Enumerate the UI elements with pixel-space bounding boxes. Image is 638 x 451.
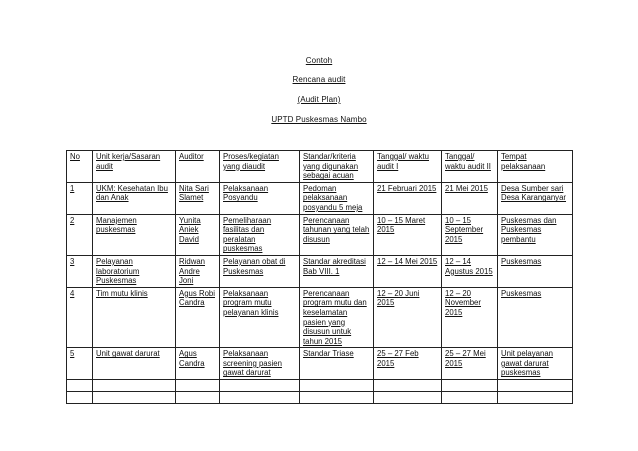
- table-row: [67, 287, 573, 348]
- cell-unit: Manajemen puskesmas: [93, 214, 176, 255]
- cell-tempat: Puskesmas: [498, 287, 573, 348]
- cell-tanggal-2: 10 – 15 September 2015: [442, 214, 498, 255]
- cell-no: 1: [67, 182, 93, 214]
- cell-standar: Perencanaan program mutu dan keselamatan pasien yang disusun untuk tahun 2015: [300, 287, 374, 348]
- header-tempat: Tempat pelaksanaan: [498, 151, 573, 183]
- empty-cell: [374, 392, 442, 404]
- cell-proses: Pemeliharaan fasilitas dan peralatan puskesmas: [220, 214, 300, 255]
- doc-label-contoh: Contoh: [305, 56, 333, 65]
- cell-tanggal-1: 12 – 20 Juni 2015: [374, 287, 442, 348]
- cell-unit: Tim mutu klinis: [93, 287, 176, 348]
- header-tanggal-1: Tanggal/ waktu audit I: [374, 151, 442, 183]
- cell-tanggal-2: 21 Mei 2015: [442, 182, 498, 214]
- table-header-row: [67, 151, 573, 183]
- cell-tanggal-1: 10 – 15 Maret 2015: [374, 214, 442, 255]
- table-row: [67, 348, 573, 380]
- cell-proses: Pelaksanaan program mutu pelayanan klinis: [220, 287, 300, 348]
- cell-unit: Pelayanan laboratorium Puskesmas: [93, 255, 176, 287]
- cell-standar: Standar akreditasi Bab VIII. 1: [300, 255, 374, 287]
- audit-plan-table: [66, 150, 573, 404]
- empty-cell: [67, 380, 93, 392]
- doc-subtitle: (Audit Plan): [297, 95, 341, 104]
- cell-auditor: Nita Sari Slamet: [176, 182, 220, 214]
- cell-no: 3: [67, 255, 93, 287]
- cell-standar: Pedoman pelaksanaan posyandu 5 meja: [300, 182, 374, 214]
- cell-no: 4: [67, 287, 93, 348]
- empty-cell: [442, 380, 498, 392]
- header-no: No: [67, 151, 93, 183]
- empty-cell: [176, 380, 220, 392]
- empty-cell: [498, 392, 573, 404]
- cell-standar: Perencanaan tahunan yang telah disusun: [300, 214, 374, 255]
- cell-tempat: Puskesmas: [498, 255, 573, 287]
- cell-auditor: Ridwan Andre Joni: [176, 255, 220, 287]
- cell-proses: Pelaksanaan screening pasien gawat darurat: [220, 348, 300, 380]
- cell-unit: Unit gawat darurat: [93, 348, 176, 380]
- empty-cell: [220, 380, 300, 392]
- cell-tempat: Puskesmas dan Puskesmas pembantu: [498, 214, 573, 255]
- empty-cell: [442, 392, 498, 404]
- doc-organization: UPTD Puskesmas Nambo: [271, 115, 367, 124]
- cell-tempat: Unit pelayanan gawat darurat puskesmas: [498, 348, 573, 380]
- empty-cell: [374, 380, 442, 392]
- header-unit: Unit kerja/Sasaran audit: [93, 151, 176, 183]
- cell-no: 5: [67, 348, 93, 380]
- cell-proses: Pelayanan obat di Puskesmas: [220, 255, 300, 287]
- empty-cell: [176, 392, 220, 404]
- cell-standar: Standar Triase: [300, 348, 374, 380]
- header-auditor: Auditor: [176, 151, 220, 183]
- table-row: [67, 182, 573, 214]
- cell-no: 2: [67, 214, 93, 255]
- empty-cell: [93, 392, 176, 404]
- header-tanggal-2: Tanggal/ waktu audit II: [442, 151, 498, 183]
- cell-tempat: Desa Sumber sari Desa Karanganyar: [498, 182, 573, 214]
- empty-cell: [93, 380, 176, 392]
- table-row: [67, 214, 573, 255]
- cell-unit: UKM: Kesehatan Ibu dan Anak: [93, 182, 176, 214]
- empty-cell: [498, 380, 573, 392]
- cell-tanggal-2: 25 – 27 Mei 2015: [442, 348, 498, 380]
- empty-cell: [300, 380, 374, 392]
- empty-table-row: [67, 392, 573, 404]
- header-standar: Standar/kriteria yang digunakan sebagai acuan: [300, 151, 374, 183]
- cell-tanggal-1: 12 – 14 Mei 2015: [374, 255, 442, 287]
- cell-auditor: Agus Candra: [176, 348, 220, 380]
- empty-table-row: [67, 380, 573, 392]
- header-proses: Proses/kegiatan yang diaudit: [220, 151, 300, 183]
- cell-tanggal-2: 12 – 20 November 2015: [442, 287, 498, 348]
- cell-proses: Pelaksanaan Posyandu: [220, 182, 300, 214]
- empty-cell: [67, 392, 93, 404]
- doc-title: Rencana audit: [292, 75, 346, 84]
- empty-cell: [220, 392, 300, 404]
- cell-auditor: Yunita Aniek David: [176, 214, 220, 255]
- empty-cell: [300, 392, 374, 404]
- table-row: [67, 255, 573, 287]
- cell-tanggal-1: 21 Februari 2015: [374, 182, 442, 214]
- cell-auditor: Agus Robi Candra: [176, 287, 220, 348]
- cell-tanggal-1: 25 – 27 Feb 2015: [374, 348, 442, 380]
- cell-tanggal-2: 12 – 14 Agustus 2015: [442, 255, 498, 287]
